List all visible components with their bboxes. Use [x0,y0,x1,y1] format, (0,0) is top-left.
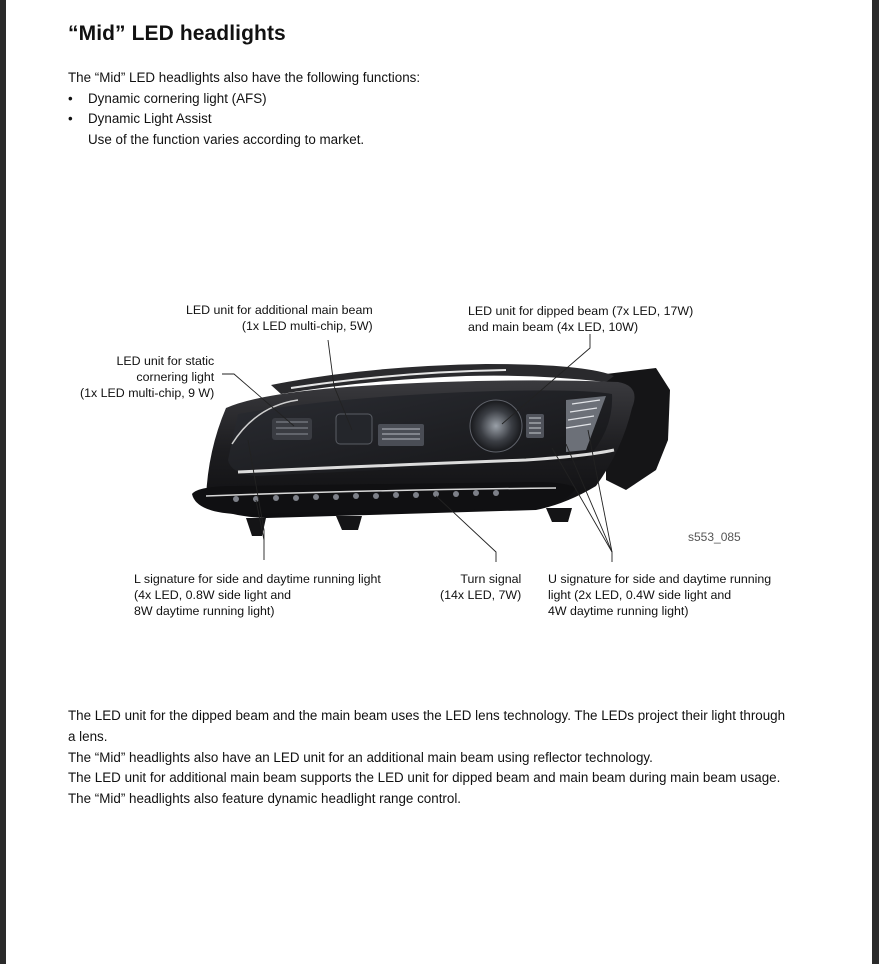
paragraph: The “Mid” headlights also feature dynamic headlight range control. [68,791,462,807]
label-line: (4x LED, 0.8W side light and [134,588,292,602]
list-item-text: Dynamic cornering light (AFS) [88,90,267,106]
bullet-icon: • [68,90,73,106]
function-list [68,89,420,130]
intro-lead: The “Mid” LED headlights also have the following functions: [68,70,421,85]
label-line: LED unit for additional main beam [186,303,373,317]
label-line: cornering light [136,370,215,384]
list-item-text: Dynamic Light Assist [88,111,212,126]
label-line: LED unit for dipped beam (7x LED, 17W) [468,304,694,318]
additional-main-beam-unit [336,414,372,444]
list-item [68,89,420,110]
label-line: LED unit for static [116,354,215,368]
paragraph: The “Mid” headlights also have an LED unit for an additional main beam using reflector technology. [68,749,653,765]
label-line: 4W daytime running light) [548,604,689,618]
market-note: Use of the function varies according to market. [88,131,365,147]
label-static-cornering [80,353,214,401]
page-title: “Mid” LED headlights [68,22,286,45]
paragraph: The LED unit for additional main beam supports the LED unit for dipped beam and main beam during main beam usage. [68,770,781,786]
document-page [6,0,872,964]
label-line: (1x LED multi-chip, 5W) [241,319,373,333]
label-line: light (2x LED, 0.4W side light and [548,588,732,602]
label-line: and main beam (4x LED, 10W) [468,320,639,334]
label-line: U signature for side and daytime running [548,572,772,586]
static-cornering-unit [272,418,312,440]
label-additional-main-beam [186,302,373,334]
label-line: 8W daytime running light) [134,604,275,618]
headlight-figure [66,290,826,650]
list-item [68,109,420,130]
label-u-signature [548,571,771,619]
label-line: Turn signal [460,572,522,586]
label-line: L signature for side and daytime running light [134,572,381,586]
intro-section [68,68,420,150]
projector-lens [470,400,522,452]
figure-reference: s553_085 [688,530,741,544]
label-l-signature [134,571,381,619]
bullet-icon: • [68,111,73,126]
right-border [872,0,879,964]
description-section [68,706,788,810]
label-line: (14x LED, 7W) [440,588,522,602]
label-line: (1x LED multi-chip, 9 W) [80,386,215,400]
paragraph: The LED unit for the dipped beam and the main beam uses the LED lens technology. The LEDs project their light through a lens. [68,708,786,744]
label-turn-signal [440,571,521,603]
label-dipped-main-beam [468,303,693,335]
